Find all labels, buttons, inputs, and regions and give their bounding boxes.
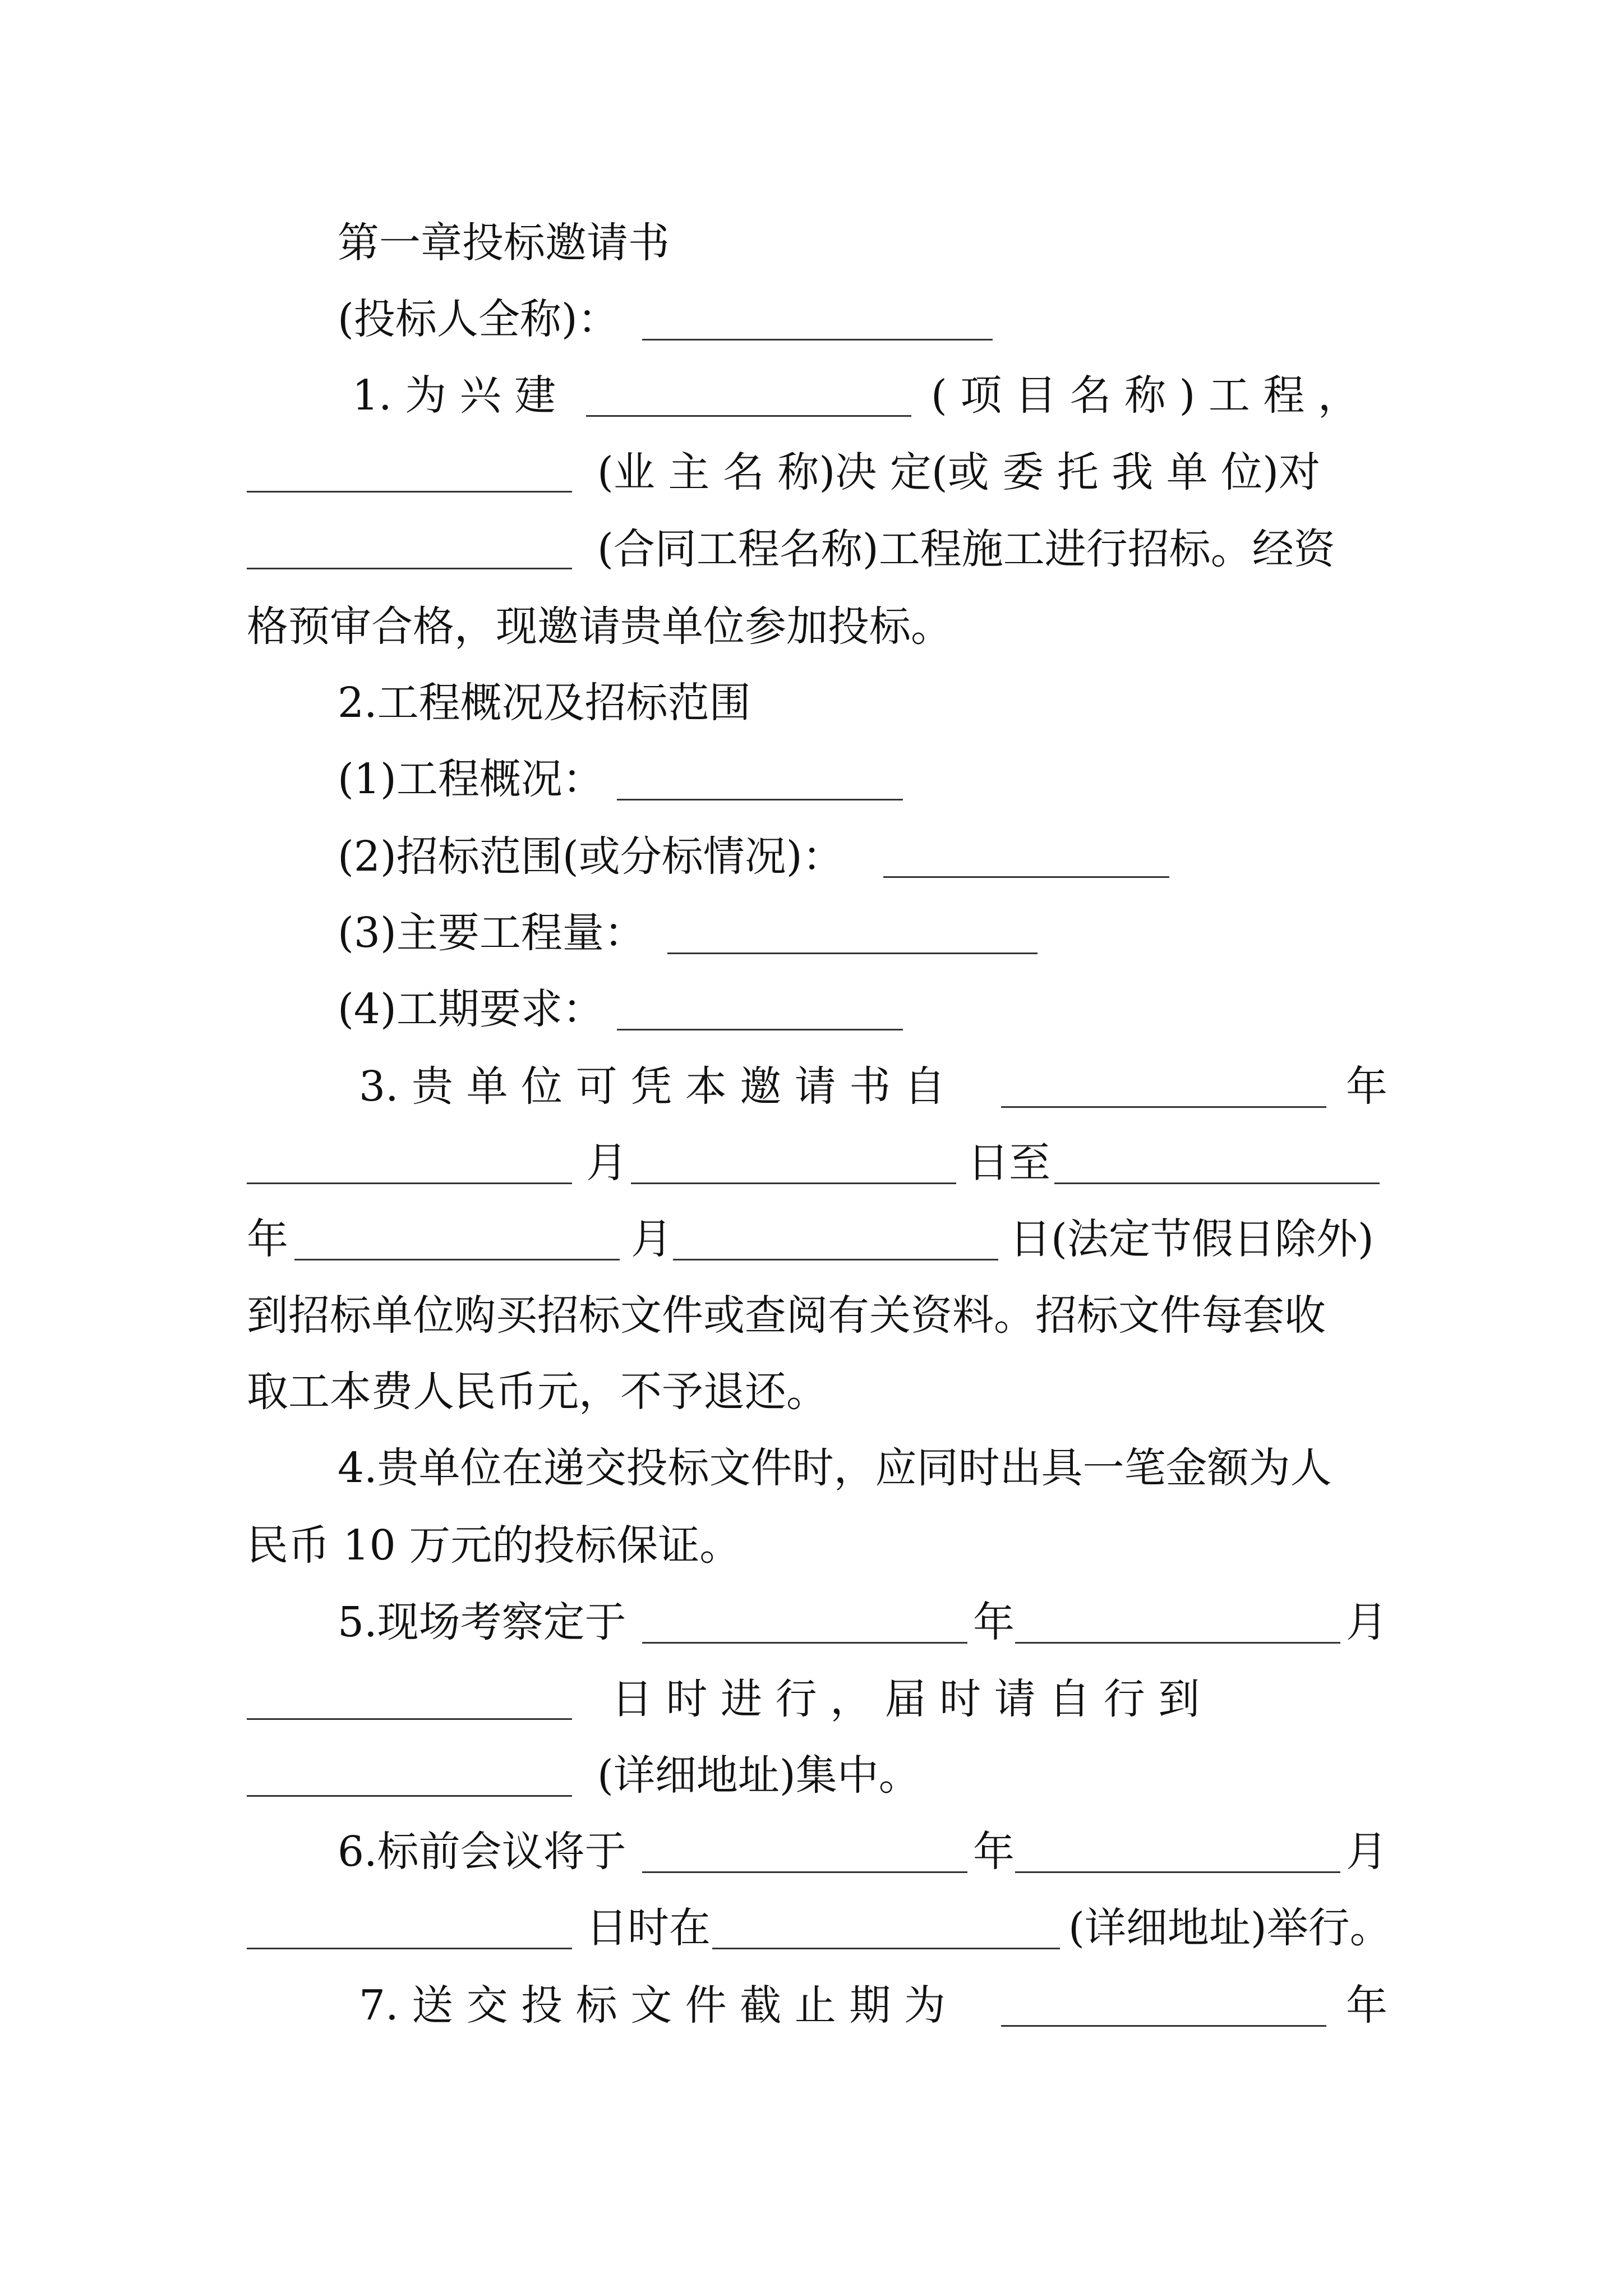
p3-day-to-label: 日至 bbox=[967, 1139, 1050, 1187]
p3-except-holidays: 日(法定节假日除外) bbox=[1009, 1215, 1374, 1263]
p1-line1-start: 1. 为 兴 建 bbox=[352, 371, 556, 420]
p2-item1: (1)工程概况： bbox=[338, 755, 604, 803]
p2-item4: (4)工期要求： bbox=[338, 985, 604, 1033]
blank-meeting-month bbox=[1015, 1871, 1340, 1873]
blank-project-name bbox=[586, 415, 911, 417]
blank-end-day bbox=[673, 1259, 998, 1260]
blank-start-day bbox=[631, 1182, 956, 1184]
blank-meeting-address bbox=[712, 1948, 1060, 1949]
blank-deadline-year bbox=[1001, 2025, 1326, 2027]
p1-line1-end: ( 项 目 名 称 ) 工 程 ， bbox=[931, 371, 1359, 420]
p5-line3: (详细地址)集中。 bbox=[597, 1751, 920, 1800]
p1-line2: (业 主 名 称)决 定(或 委 托 我 单 位)对 bbox=[597, 448, 1321, 496]
blank-scope bbox=[883, 876, 1169, 878]
p6-month-label: 月 bbox=[1346, 1828, 1387, 1876]
blank-meeting-day bbox=[247, 1948, 572, 1949]
p3-year2-label: 年 bbox=[247, 1215, 288, 1263]
p6-line2-end: (详细地址)举行。 bbox=[1068, 1904, 1391, 1952]
p4-line1: 4.贵单位在递交投标文件时，应同时出具一笔金额为人 bbox=[338, 1444, 1332, 1492]
blank-bidder-name bbox=[642, 339, 993, 341]
p6-line2-mid: 日时在 bbox=[586, 1904, 711, 1952]
document-title: 第一章投标邀请书 bbox=[338, 219, 670, 267]
blank-overview bbox=[617, 799, 903, 800]
p1-line3: (合同工程名称)工程施工进行招标。经资 bbox=[597, 525, 1335, 573]
p3-month2-label: 月 bbox=[631, 1215, 672, 1263]
blank-meeting-year bbox=[642, 1871, 967, 1873]
blank-visit-year bbox=[642, 1642, 967, 1644]
p1-line4: 格预审合格，现邀请贵单位参加投标。 bbox=[247, 602, 952, 651]
p5-month-label: 月 bbox=[1346, 1598, 1387, 1646]
blank-quantities bbox=[667, 953, 1038, 954]
p5-year-label: 年 bbox=[973, 1598, 1015, 1646]
blank-owner-name bbox=[247, 491, 572, 493]
blank-visit-month bbox=[1015, 1642, 1340, 1644]
blank-visit-address bbox=[247, 1795, 572, 1797]
blank-schedule bbox=[617, 1029, 903, 1030]
p5-line1-start: 5.现场考察定于 bbox=[338, 1598, 626, 1646]
p3-line1-start: 3. 贵 单 位 可 凭 本 邀 请 书 自 bbox=[359, 1062, 946, 1111]
blank-end-month bbox=[294, 1259, 620, 1260]
p2-heading: 2.工程概况及招标范围 bbox=[338, 679, 751, 727]
p5-line2: 日 时 进 行 ， 届 时 请 自 行 到 bbox=[611, 1675, 1200, 1723]
blank-start-month bbox=[247, 1182, 572, 1184]
blank-end-year bbox=[1054, 1182, 1380, 1184]
p7-year-label: 年 bbox=[1346, 1981, 1387, 2030]
p6-line1-start: 6.标前会议将于 bbox=[338, 1828, 626, 1876]
p3-line4: 到招标单位购买招标文件或查阅有关资料。招标文件每套收 bbox=[247, 1291, 1326, 1340]
salutation: (投标人全称)： bbox=[338, 295, 619, 343]
p4-line2: 民币 10 万元的投标保证。 bbox=[247, 1521, 741, 1570]
blank-visit-day bbox=[247, 1718, 572, 1720]
p6-year-label: 年 bbox=[973, 1828, 1015, 1876]
p3-month-label: 月 bbox=[586, 1139, 628, 1187]
p2-item2: (2)招标范围(或分标情况)： bbox=[338, 832, 844, 881]
blank-contract-name bbox=[247, 568, 572, 569]
p7-line1-start: 7. 送 交 投 标 文 件 截 止 期 为 bbox=[359, 1981, 946, 2030]
blank-start-year bbox=[1001, 1106, 1326, 1108]
p3-line5: 取工本费人民币元，不予退还。 bbox=[247, 1368, 828, 1416]
p2-item3: (3)主要工程量： bbox=[338, 909, 645, 957]
p3-year-label: 年 bbox=[1346, 1062, 1387, 1111]
